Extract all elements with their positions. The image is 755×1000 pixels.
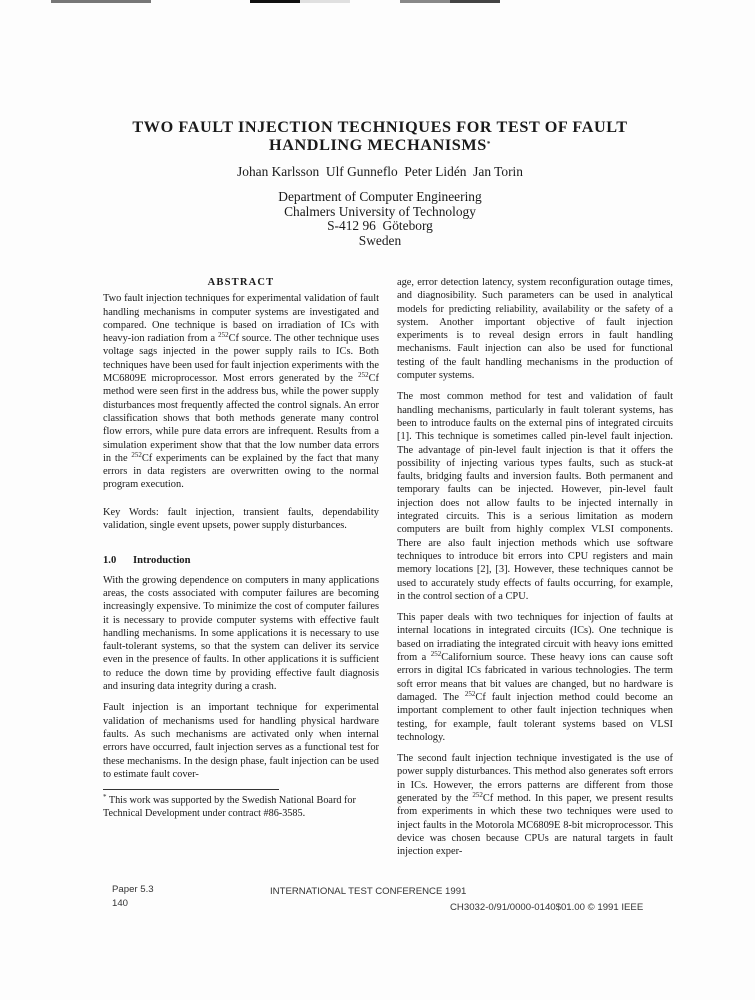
affiliation-country: Sweden — [358, 232, 402, 248]
section-heading-introduction: 1.0 Introduction — [103, 555, 191, 567]
author-list: Johan Karlsson Ulf Gunneflo Peter Lidén Jan Torin — [237, 164, 523, 179]
abstract-heading: ABSTRACT — [207, 277, 275, 288]
intro-paragraph-2: Fault injection is an important technique for experimental validation of mechanisms used for handling physical hardware faults. As such mechanisms are activated only when internal errors have occurred, fault injection serves as a functional test for these mechanisms. In the design phase, fault injection can be used to estimate fault cover- — [103, 702, 379, 780]
affiliation-postal: S-412 96 Göteborg — [327, 218, 433, 233]
affiliation — [100, 190, 660, 248]
scan-artifact-line — [51, 0, 151, 3]
footer-page-number: 140 — [112, 898, 129, 909]
intro-paragraph-1: With the growing dependence on computers in many applications areas, the costs associated with computer failures are becoming increasingly expensive. To minimize the cost of computer failures it is necessary to provide computer systems with effective fault handling mechanisms. In some applications it is necessary to use fault-tolerant systems, so that the system can deliver its service even in the presence of faults. In other applications it is sufficient to reduce the down time by providing effective fault diagnosis and insuring data integrity during a crash. — [103, 574, 379, 693]
scan-artifact-line — [400, 0, 450, 3]
footer-conference: INTERNATIONAL TEST CONFERENCE 1991 — [270, 886, 467, 897]
title-line-1: TWO FAULT INJECTION TECHNIQUES FOR TEST OF FAULT — [132, 118, 628, 136]
intro-paragraph-5: The second fault injection technique investigated is the use of power supply disturbances. This method also generates soft errors in ICs. However, the errors patterns are different from those generated by the $^{252}$Cf method. In this paper, we present results from experiments in which these two techniques were used to inject faults in the Motorola MC6809E 8-bit microprocessor. This device was chosen because CPUs are natural targets in fault injection exper- — [397, 753, 673, 858]
footer-paper-number: Paper 5.3 — [112, 884, 154, 895]
scan-artifact-line — [250, 0, 300, 3]
title-footnote-mark: * — [486, 140, 491, 148]
affiliation-department: Department of Computer Engineering — [278, 189, 482, 204]
intro-paragraph-2-continued: age, error detection latency, system reconfiguration outage times, and diagnosibility. Such parameters can be used in analytical models for predicting reliability, availability or the safety of a system. Another important objective of fault injection experiments is to reveal design errors in fault handling mechanisms. Fault injection can also be used for functional testing of the fault handling mechanisms in the production of computer systems. — [397, 277, 673, 382]
footnote-divider — [103, 789, 279, 790]
keywords-paragraph: Key Words: fault injection, transient faults, dependability validation, single event upsets, power supply disturbances. — [103, 506, 379, 532]
left-column — [103, 276, 379, 820]
affiliation-university: Chalmers University of Technology — [284, 203, 476, 219]
title-line-2: HANDLING MECHANISMS* — [269, 136, 491, 154]
right-column — [397, 276, 673, 866]
intro-paragraph-4: This paper deals with two techniques for injection of faults at internal locations in integrated circuits (ICs). One technique is based on irradiating the integrated circuit with heavy ions emitted from a $^{252}$Californium source. These heavy ions can cause soft errors in digital ICs fabricated in various technologies. The term soft error means that bit values are changed, but no hardware is damaged. The $^{252}$Cf fault injection method could become an important complement to other fault injection techniques when testing, for example, fault tolerant systems based on VLSI technology. — [397, 612, 673, 743]
footer-copyright: CH3032-0/91/0000-0140$01.00 © 1991 IEEE — [450, 902, 644, 913]
scan-artifact-line — [450, 0, 500, 3]
abstract-paragraph: Two fault injection techniques for experimental validation of fault handling mechanisms in computer systems are investigated and compared. One technique is based on irradiation of ICs with heavy-ion radiation from a $^{252}$Cf source. The other technique uses voltage sags injected in the power supply rails to ICs. Both techniques have been used for fault injection experiments with the MC6809E microprocessor. Most errors generated by the $^{252}$Cf method were seen first in the address bus, while the power supply disturbances most frequently affected the control signals. An error classification shows that both methods generate many control flow errors, while pure data errors are infrequent. Results from a simulation experiment show that that the low number data errors in the $^{252}$Cf experiments can be explained by the fact that many errors in data registers are overwritten owing to the normal program execution. — [103, 293, 379, 491]
scan-artifact-line — [300, 0, 350, 3]
footnote: * This work was supported by the Swedish National Board for Technical Development under contract #86-3585. — [103, 793, 356, 819]
intro-paragraph-3: The most common method for test and validation of fault handling mechanisms, particularly in fault tolerant systems, has been to introduce faults on the external pins of integrated circuits [1]. This technique is sometimes called pin-level fault injection. The advantage of pin-level fault injection is that it offers the possibility of injecting various types faults, such as stuck-at faults, bridging faults and inversion faults. Both permanent and temporary faults can be injected. However, pin-level fault injection does not allow faults to be injected internally in integrated circuits. This is a serious limitation as modern computers are built from highly complex VLSI components. There are also fault injection methods which use software techniques to introduce bit errors into CPU registers and main memory locations [2], [3]. However, these techniques cannot be used to accurately study effects of faults occurring, for example, in the control section of a CPU. — [397, 391, 673, 602]
paper-title — [100, 118, 660, 154]
